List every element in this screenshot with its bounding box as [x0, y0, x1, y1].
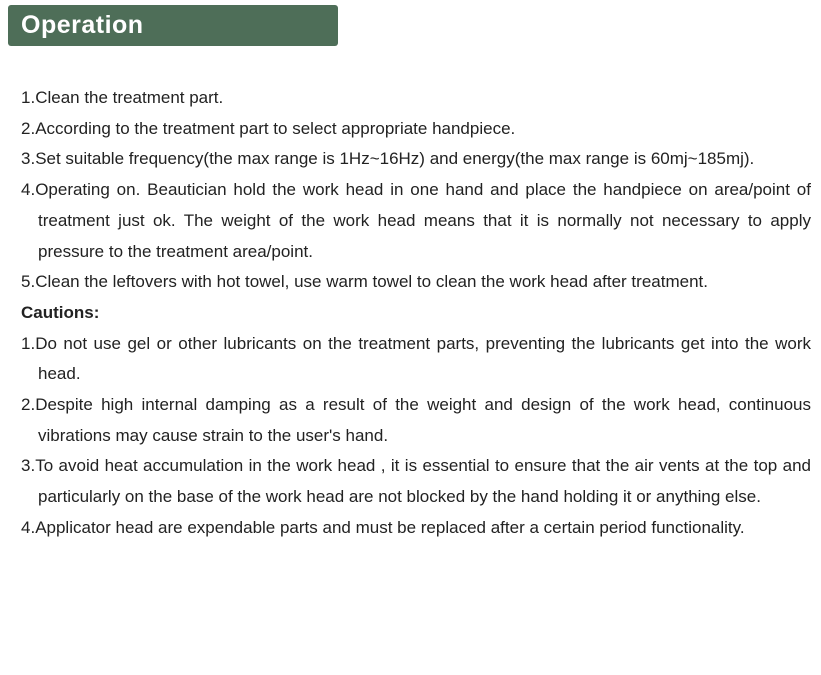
step-number: 1.: [21, 88, 36, 107]
step-text: Clean the treatment part.: [35, 88, 224, 107]
operation-step: [21, 83, 811, 114]
operation-step: [21, 114, 811, 145]
operation-step: [21, 144, 811, 175]
caution-text: To avoid heat accumulation in the work head , it is essential to ensure that the air vents at the top and particularly on the base of the work head are not blocked by the hand holding it or anything else.: [35, 456, 811, 507]
step-number: 2.: [21, 118, 36, 138]
step-text: Operating on. Beautician hold the work head in one hand and place the handpiece on area/point of treatment just ok. The weight of the work head means that it is normally not necessary to apply pressure to the treatment area/point.: [35, 180, 811, 261]
step-text: Set suitable frequency(the max range is 1Hz~16Hz) and energy(the max range is 60mj~185mj).: [35, 149, 755, 169]
caution-item: [21, 390, 811, 451]
step-text: Clean the leftovers with hot towel, use warm towel to clean the work head after treatment.: [35, 272, 708, 292]
caution-number: 2.: [21, 395, 36, 415]
operation-step: [21, 267, 811, 298]
step-number: 4.: [21, 180, 36, 200]
step-text: According to the treatment part to select appropriate handpiece.: [35, 118, 516, 138]
caution-number: 1.: [21, 333, 36, 353]
caution-item: [21, 329, 811, 390]
instructions-body: [21, 83, 811, 544]
caution-number: 3.: [21, 456, 36, 476]
operation-step: [21, 175, 811, 267]
caution-number: 4.: [21, 517, 36, 537]
step-number: 3.: [21, 149, 36, 169]
caution-text: Do not use gel or other lubricants on the treatment parts, preventing the lubricants get into the work head.: [35, 333, 811, 384]
caution-item: [21, 513, 811, 544]
caution-item: [21, 451, 811, 512]
cautions-heading: Cautions:: [21, 302, 100, 322]
section-header-bar: [8, 5, 338, 46]
caution-text: Despite high internal damping as a result of the weight and design of the work head, continuous vibrations may cause strain to the user's hand.: [35, 395, 811, 445]
caution-text: Applicator head are expendable parts and must be replaced after a certain period functionality.: [35, 517, 745, 537]
step-number: 5.: [21, 272, 36, 292]
page-title: Operation: [21, 11, 144, 39]
